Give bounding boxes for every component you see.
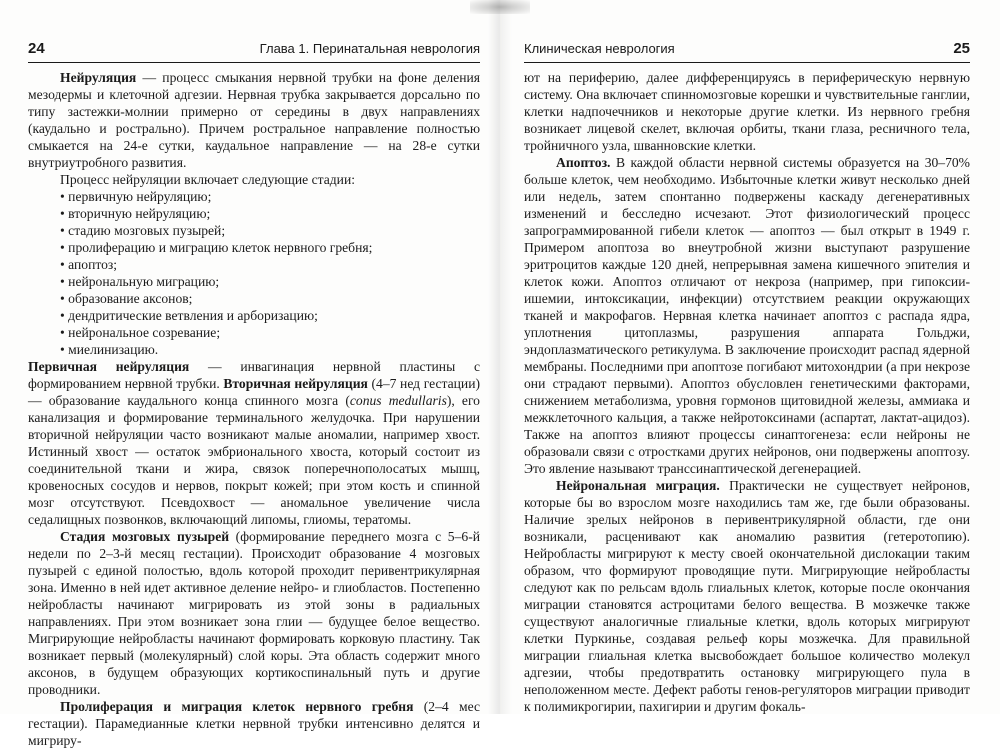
paragraph-continuation: ют на периферию, далее дифференцируясь в периферическую нервную систему. Она включает спинномозговые корешки и чувствительные ганглии, клетки надпочечников и некоторые другие клетки. Из нервного гребня возникает лицевой скелет, включая орбиты, ткани глаза, ресничного тела, тройничного узла, шванновские клетки. (524, 70, 970, 153)
list-item: • дендритические ветвления и арборизацию; (60, 307, 480, 324)
paragraph-apoptosis (524, 154, 970, 477)
book-gutter (488, 0, 512, 714)
page-number: 25 (953, 40, 970, 57)
paragraph-neural-crest (28, 698, 480, 749)
list-item: • миелинизацию. (60, 341, 480, 358)
latin-term: conus medullaris (349, 393, 447, 408)
list-item: • стадию мозговых пузырей; (60, 222, 480, 239)
term-primary-neurulation: Первичная нейруляция (28, 359, 190, 374)
list-item: • образование аксонов; (60, 290, 480, 307)
paragraph-brain-vesicles (28, 528, 480, 698)
term-brain-vesicles: Стадия мозговых пузырей (60, 529, 230, 544)
paragraph-text: (2–4 мес гестации). Парамедианные клетки нервной трубки интенсивно делятся и мигриру- (28, 699, 480, 748)
list-item: • апоптоз; (60, 256, 480, 273)
right-page-header (524, 40, 970, 63)
list-item: • вторичную нейруляцию; (60, 205, 480, 222)
term-apoptosis: Апоптоз. (556, 155, 611, 170)
scan-shadow (470, 0, 530, 14)
term-secondary-neurulation: Вторичная нейруляция (223, 376, 368, 391)
paragraph-text: — инвагинация нервной пластины с формированием нервной трубки. (28, 359, 480, 391)
term-neural-crest: Пролиферация и миграция клеток нервного гребня (60, 699, 414, 714)
paragraph-text: В каждой области нервной системы образуется на 30–70% больше клеток, чем необходимо. Избыточные клетки живут несколько дней или недель, затем спонтанно подвержены каскаду дегенеративных изменений и бесследно исчезают. Этот физиологический процесс запрограммированной гибели клеток — апоптоз — был открыт в 1949 г. Примером апоптоза во внеутробной жизни выступают разрушение эритроцитов каждые 120 дней, непрерывная замена кишечного эпителия и клеток кожи. Апоптоз отличают от некроза (например, при гипоксии-ишемии, интоксикации, инфекции) отсутствием реакции окружающих тканей и макрофагов. Нервная клетка начинает апоптоз с распада ядра, уплотнения цитоплазмы, разрушения аппарата Гольджи, эндоплазматического ретикулума. В заключение происходит распад ядерной мембраны. Последними при апоптозе погибают митохондрии (а при некрозе они страдают первыми). Апоптоз обусловлен генетическими факторами, снижением метаболизма, уровня гормонов щитовидной железы, аммиака и межклеточного кальция, а также нейротоксинами (аспартат, лактат-ацидоз). Также на апоптоз влияют процессы синаптогенеза: если нейроны не образовали связи с отростками других нейронов, они подвержены апоптозу. Это явление называют транссинаптической дегенерацией. (524, 155, 970, 476)
left-page-header (28, 40, 480, 63)
paragraph-text: — процесс смыкания нервной трубки на фоне деления мезодермы и клеточной адгезии. Нервная трубка закрывается дорсально по типу застежки-молнии примерно от середины в двух направлениях (каудально и рострально). Причем ростральное направление полностью смыкается на 24-е сутки, каудальное направление — на 28-е сутки внутриутробного развития. (28, 70, 480, 170)
paragraph-text: (формирование переднего мозга с 5–6-й недели по 2–3-й месяц гестации). Происходит образование 4 мозговых пузырей с единой полостью, вдоль которой проходит перивентрикулярная зона. Именно в ней идет активное деление нейро- и глиобластов. Постепенно нейробласты начинают мигрировать из этой зоны в радиальных направлениях. При этом возникает зона глии — будущее белое вещество. Мигрирующие нейробласты начинают формировать корковую пластину. Так возникает первый (молекулярный) слой коры. Эта область содержит много аксонов, в будущем образующих кортикоспинальный путь и другие проводники. (28, 529, 480, 697)
paragraph-text: Практически не существует нейронов, которые бы во взрослом мозге находились там же, где были образованы. Наличие зрелых нейронов в перивентрикулярной области, где они возникали, расценивают как аномалию развития (гетеротопию). Нейробласты мигрируют к месту своей окончательной дислокации таким образом, что формируют проводящие пути. Мигрирующие нейробласты следуют как по рельсам вдоль глиальных клеток, которые после окончания миграции становятся астроцитами белого вещества. В мозжечке также существуют аналогичные глиальные клетки, вдоль которых мигрируют клетки Пуркинье, создавая рельеф коры мозжечка. Для правильной миграции глиальная клетка высвобождает большое количество молекул адгезии, чтобы предотвратить остановку мигрирующего пула в неположенном месте. Дефект работы генов-регуляторов миграции приводит к полимикрогирии, пахигирии и другим фокаль- (524, 478, 970, 714)
term-neurulation: Нейруляция (60, 70, 137, 85)
left-page-body (28, 69, 480, 749)
left-page (28, 40, 480, 749)
term-neuronal-migration: Нейрональная миграция. (556, 478, 720, 493)
running-head: Клиническая неврология (524, 41, 675, 56)
paragraph-neuronal-migration (524, 477, 970, 715)
paragraph-stages-intro: Процесс нейруляции включает следующие стадии: (60, 172, 355, 187)
list-item: • нейрональное созревание; (60, 324, 480, 341)
right-page (524, 40, 970, 715)
list-item: • пролиферацию и миграцию клеток нервного гребня; (60, 239, 480, 256)
paragraph-primary-neurulation (28, 358, 480, 528)
paragraph-neurulation (28, 69, 480, 171)
paragraph-text: (4–7 нед гестации) — образование каудального конца спинного мозга ( (28, 376, 481, 408)
paragraph-text: ), его канализация и формирование терминального желудочка. При нарушении вторичной нейруляции часто возникают малые аномалии, например хвост. Истинный хвост — остаток эмбрионального хвоста, который состоит из соединительной ткани и жира, связок поперечнополосатых мышц, кровеносных сосудов и нервов, покрыт кожей; при этом кость и спинной мозг отсутствуют. Псевдохвост — аномальное увеличение числа седалищных позвонков, включающий липомы, глиомы, тератомы. (28, 393, 480, 527)
right-page-body (524, 69, 970, 715)
page-number: 24 (28, 40, 45, 57)
list-item: • первичную нейруляцию; (60, 188, 480, 205)
list-item: • нейрональную миграцию; (60, 273, 480, 290)
running-head: Глава 1. Перинатальная неврология (259, 41, 480, 56)
stages-list (28, 188, 480, 358)
